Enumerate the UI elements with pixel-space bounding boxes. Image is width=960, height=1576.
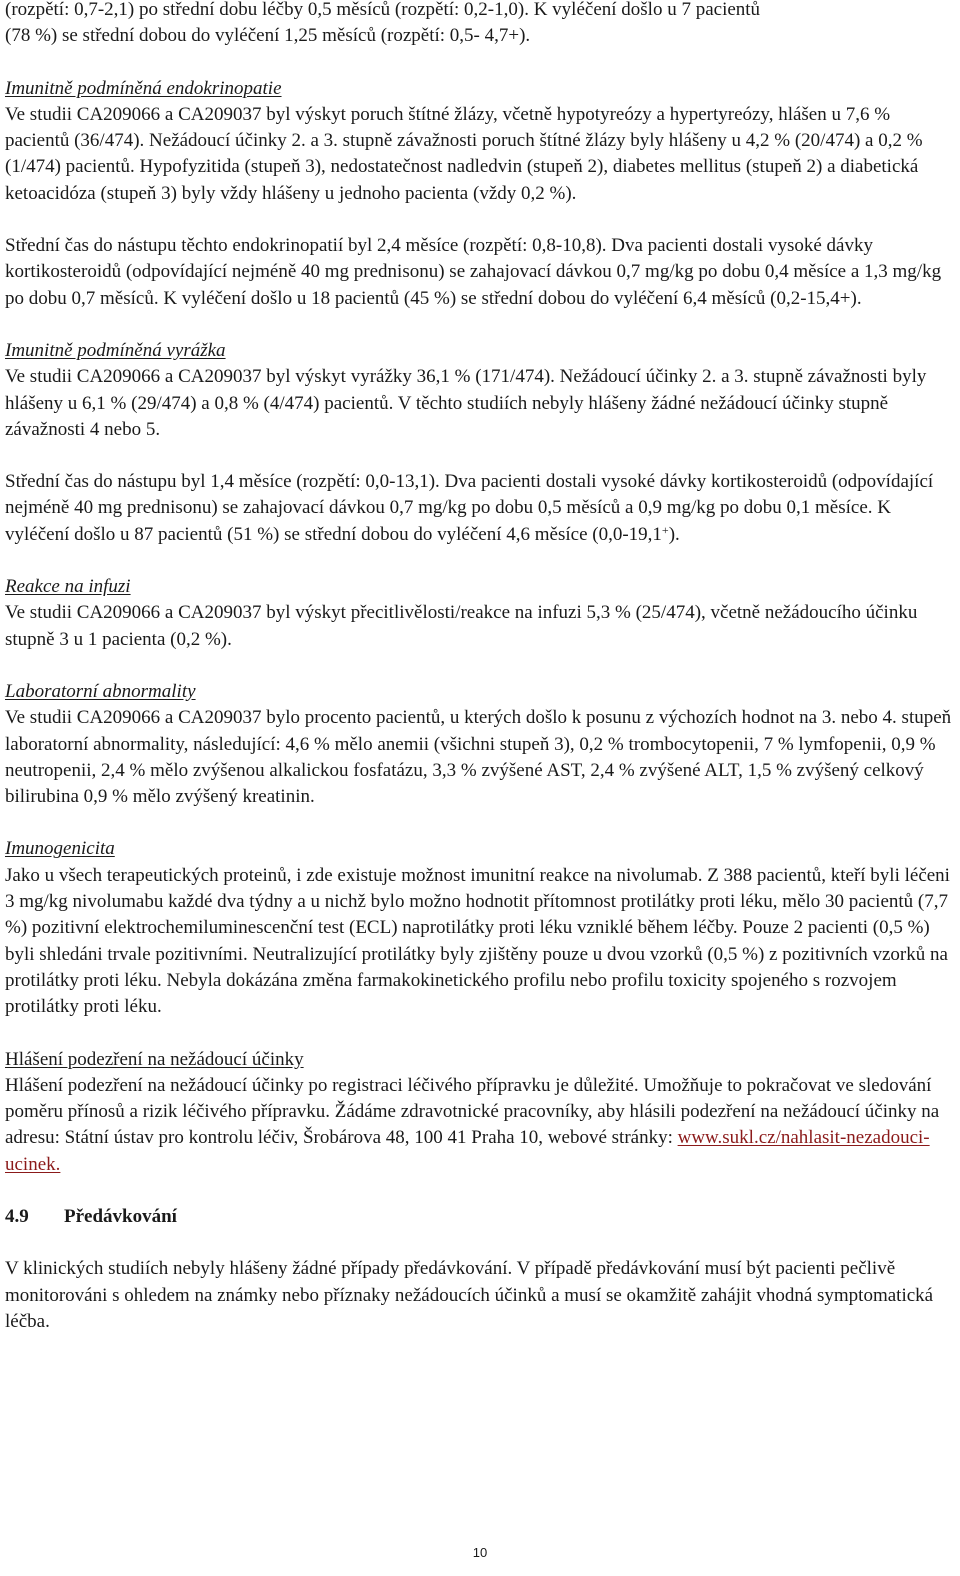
section-number: 4.9 xyxy=(5,1205,29,1227)
rash-paragraph-2-superscript: + xyxy=(661,522,669,537)
overdose-paragraph: V klinických studiích nebyly hlášeny žádné případy předávkování. V případě předávkování musí být pacienti pečlivě monitorováni s ohledem na známky nebo příznaky nežádoucích účinků a musí se okamžitě zahájit vhodná symptomatická léčba. xyxy=(5,1258,934,1332)
rash-paragraph-2-end: ). xyxy=(668,523,680,545)
intro-line-1: (rozpětí: 0,7-2,1) po střední dobu léčby 0,5 měsíců (rozpětí: 0,2-1,0). K vyléčení došlo u 7 pacientů xyxy=(5,0,761,20)
reporting-heading: Hlášení podezření na nežádoucí účinky xyxy=(5,1048,304,1070)
endocrinopathy-heading: Imunitně podmíněná endokrinopatie xyxy=(5,77,282,99)
rash-heading: Imunitně podmíněná vyrážka xyxy=(5,339,226,361)
reporting-paragraph xyxy=(5,1073,955,1178)
immunogenicity-paragraph: Jako u všech terapeutických proteinů, i zde existuje možnost imunitní reakce na nivolumab. Z 388 pacientů, kteří byli léčeni 3 mg/kg nivolumabu každé dva týdny a u nichž bylo možno hodnotit přítomnost protilátky proti léku, mělo 30 pacientů (7,7 %) pozitivní elektrochemiluminescenční test (ECL) naprotilátky proti léku vzniklé během léčby. Pouze 2 pacienti (0,5 %) byli shledáni trvale pozitivními. Neutralizující protilátky byly zjištěny pouze u dvou vzorků (0,5 %) z pozitivních vzorků na protilátky proti léku. Nebyla dokázána změna farmakokinetického profilu nebo profilu toxicity spojeného s rozvojem protilátky proti léku. xyxy=(5,864,950,1018)
lab-section xyxy=(5,679,955,810)
section-title-overdose xyxy=(5,1204,955,1230)
intro-paragraph xyxy=(5,0,955,50)
rash-paragraph-2-text: Střední čas do nástupu byl 1,4 měsíce (rozpětí: 0,0-13,1). Dva pacienti dostali vysoké dávky kortikosteroidů (odpovídající nejméně 40 mg prednisonu) se zahajovací dávkou 0,7 mg/kg po dobu 0,5 měsíců a 0,9 mg/kg po dobu 0,1 měsíce. K vyléčení došlo u 87 pacientů (51 %) se střední dobou do vyléčení 4,6 měsíce (0,0-19,1 xyxy=(5,471,934,545)
endocrinopathy-paragraph-1: Ve studii CA209066 a CA209037 byl výskyt poruch štítné žlázy, včetně hypotyreózy a hypertyreózy, hlášen u 7,6 % pacientů (36/474). Nežádoucí účinky 2. a 3. stupně závažnosti poruch štítné žlázy byly hlášeny u 4,2 % (20/474) a 0,2 % (1/474) pacientů. Hypofyzitida (stupeň 3), nedostatečnost nadledvin (stupeň 2), diabetes mellitus (stupeň 2) a diabetická ketoacidóza (stupeň 3) byly vždy hlášeny u jednoho pacienta (vždy 0,2 %). xyxy=(5,103,923,204)
reporting-paragraph-text: Hlášení podezření na nežádoucí účinky po registraci léčivého přípravku je důležité. Umožňuje to pokračovat ve sledování poměru přínosů a rizik léčivého přípravku. Žádáme zdravotnické pracovníky, aby hlásili podezření na nežádoucí účinky na adresu: Státní ústav pro kontrolu léčiv, Šrobárova 48, 100 41 Praha 10, webové stránky: xyxy=(5,1074,940,1149)
page-number: 10 xyxy=(472,1545,488,1560)
intro-line-2: (78 %) se střední dobou do vyléčení 1,25 měsíců (rozpětí: 0,5- 4,7+). xyxy=(5,25,531,47)
rash-paragraph-2 xyxy=(5,469,955,548)
rash-section xyxy=(5,338,955,548)
infusion-heading: Reakce na infuzi xyxy=(5,576,131,598)
infusion-paragraph: Ve studii CA209066 a CA209037 byl výskyt přecitlivělosti/reakce na infuzi 5,3 % (25/474), včetně nežádoucího účinku stupně 3 u 1 pacienta (0,2 %). xyxy=(5,602,918,650)
immunogenicity-heading: Imunogenicita xyxy=(5,838,115,860)
sukl-report-link[interactable]: www.sukl.cz/nahlasit-nezadouci-ucinek. xyxy=(5,1127,930,1175)
overdose-section xyxy=(5,1204,955,1335)
reporting-section xyxy=(5,1047,955,1178)
infusion-section xyxy=(5,574,955,653)
immunogenicity-section xyxy=(5,836,955,1020)
lab-heading: Laboratorní abnormality xyxy=(5,680,196,702)
rash-paragraph-1: Ve studii CA209066 a CA209037 byl výskyt vyrážky 36,1 % (171/474). Nežádoucí účinky 2. a 3. stupně závažnosti byly hlášeny u 6,1 % (29/474) a 0,8 % (4/474) pacientů. V těchto studiích nebyly hlášeny žádné nežádoucí účinky stupně závažnosti 4 nebo 5. xyxy=(5,366,927,440)
section-title-text: Předávkování xyxy=(64,1205,177,1227)
endocrinopathy-section xyxy=(5,76,955,312)
lab-paragraph: Ve studii CA209066 a CA209037 bylo procento pacientů, u kterých došlo k posunu z výchozích hodnot na 3. nebo 4. stupeň laboratorní abnormality, následující: 4,6 % mělo anemii (všichni stupeň 3), 0,2 % trombocytopenii, 7 % lymfopenii, 0,9 % neutropenii, 2,4 % mělo zvýšenou alkalickou fosfatázu, 3,3 % zvýšené AST, 2,4 % zvýšené ALT, 1,5 % zvýšený celkový bilirubina 0,9 % mělo zvýšený kreatinin. xyxy=(5,707,952,808)
endocrinopathy-paragraph-2: Střední čas do nástupu těchto endokrinopatií byl 2,4 měsíce (rozpětí: 0,8-10,8). Dva pacienti dostali vysoké dávky kortikosteroidů (odpovídající nejméně 40 mg prednisonu) se zahajovací dávkou 0,7 mg/kg po dobu 0,4 měsíce a 1,3 mg/kg po dobu 0,7 měsíců. K vyléčení došlo u 18 pacientů (45 %) se střední dobou do vyléčení 6,4 měsíců (0,2-15,4+). xyxy=(5,235,942,309)
document-page xyxy=(5,0,955,1335)
